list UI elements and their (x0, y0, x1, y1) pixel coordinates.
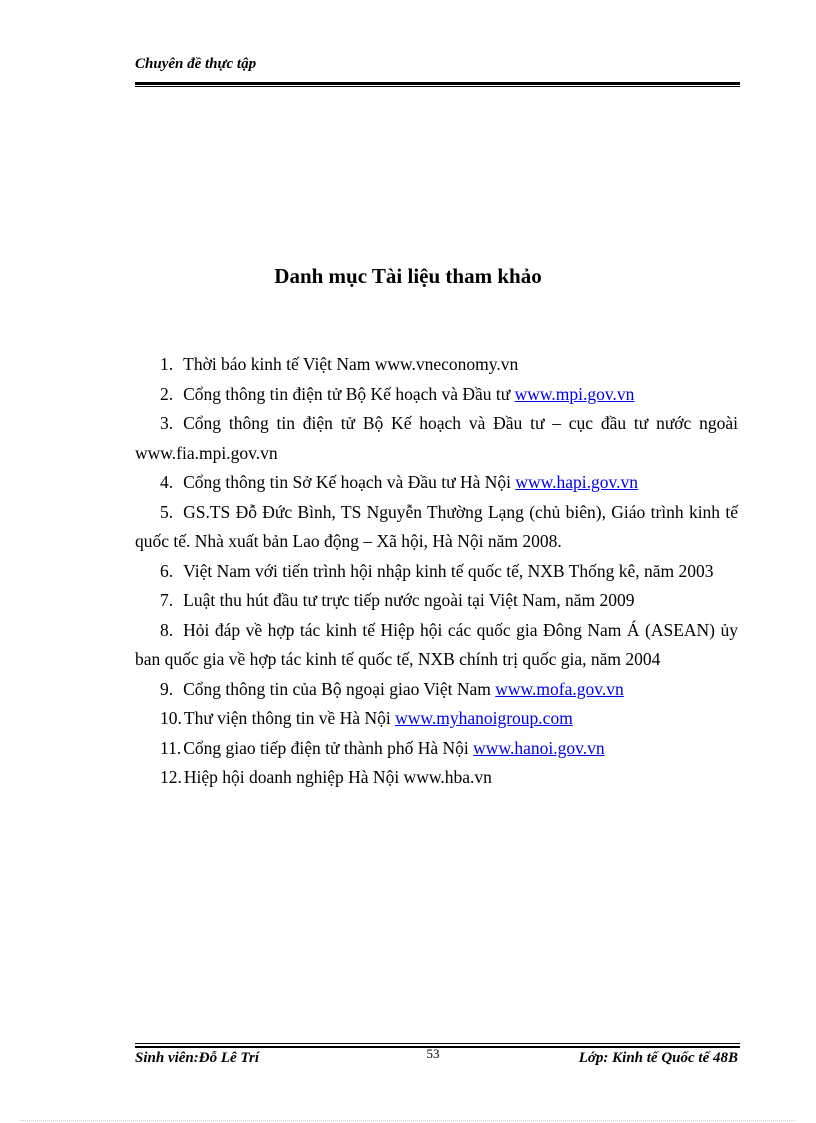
page-boundary (20, 1120, 796, 1121)
footer-rule-thin (135, 1043, 740, 1044)
reference-number: 5. (160, 501, 174, 522)
reference-number: 8. (160, 619, 174, 640)
reference-link[interactable]: www.mpi.gov.vn (514, 383, 635, 404)
footer-student-name: Sinh viên:Đỗ Lê Trí (135, 1050, 260, 1066)
reference-text: Cổng thông tin điện tử Bộ Kế hoạch và Đầu tư (183, 383, 515, 404)
page-title: Danh mục Tài liệu tham khảo (274, 264, 542, 288)
reference-number: 6. (160, 560, 174, 581)
footer-class-name: Lớp: Kinh tế Quốc tế 48B (578, 1050, 738, 1066)
reference-item (135, 616, 738, 675)
reference-number: 2. (160, 383, 174, 404)
reference-text: Cổng giao tiếp điện tử thành phố Hà Nội (183, 737, 474, 758)
reference-item (135, 704, 738, 734)
reference-text: Việt Nam với tiến trình hội nhập kinh tế quốc tế, NXB Thống kê, năm 2003 (183, 560, 714, 581)
reference-link[interactable]: www.mofa.gov.vn (495, 678, 624, 699)
reference-number: 10. (160, 708, 182, 728)
reference-item (135, 350, 738, 380)
header-rule-thin (135, 86, 740, 87)
reference-item (135, 763, 738, 793)
reference-text: Thời báo kinh tế Việt Nam www.vneconomy.vn (183, 354, 519, 374)
header-rule-thick (135, 82, 740, 85)
reference-item (135, 380, 738, 410)
reference-item (135, 468, 738, 498)
reference-number: 11. (160, 737, 182, 758)
reference-number: 1. (160, 354, 174, 374)
page-number: 53 (426, 1046, 440, 1061)
reference-number: 4. (160, 472, 174, 492)
reference-number: 9. (160, 678, 174, 699)
reference-text: Cổng thông tin của Bộ ngoại giao Việt Nam (183, 678, 496, 699)
reference-item (135, 734, 738, 764)
reference-link[interactable]: www.hanoi.gov.vn (473, 737, 605, 758)
reference-text: Hỏi đáp về hợp tác kinh tế Hiệp hội các quốc gia Đông Nam Á (ASEAN) ủy ban quốc gia về hợp tác kinh tế quốc tế, NXB chính trị quốc gia, năm 2004 (135, 619, 738, 669)
reference-item (135, 675, 738, 705)
reference-item (135, 557, 738, 587)
reference-number: 7. (160, 590, 174, 610)
reference-item (135, 409, 738, 468)
reference-text: Cổng thông tin điện tử Bộ Kế hoạch và Đầu tư – cục đầu tư nước ngoài www.fia.mpi.gov.vn (135, 413, 738, 463)
reference-number: 3. (160, 413, 174, 433)
running-header: Chuyên đề thực tập (135, 56, 257, 72)
reference-text: Cổng thông tin Sở Kế hoạch và Đầu tư Hà Nội (183, 472, 516, 492)
reference-number: 12. (160, 767, 182, 787)
reference-item (135, 586, 738, 616)
reference-item (135, 498, 738, 557)
reference-link[interactable]: www.myhanoigroup.com (395, 708, 573, 728)
reference-link[interactable]: www.hapi.gov.vn (515, 472, 639, 492)
reference-text: Luật thu hút đầu tư trực tiếp nước ngoài tại Việt Nam, năm 2009 (183, 590, 635, 610)
reference-list (135, 350, 738, 793)
reference-text: Hiệp hội doanh nghiệp Hà Nội www.hba.vn (183, 767, 492, 787)
reference-text: GS.TS Đỗ Đức Bình, TS Nguyễn Thường Lạng (chủ biên), Giáo trình kinh tế quốc tế. Nhà xuất bản Lao động – Xã hội, Hà Nội năm 2008. (135, 501, 738, 551)
reference-text: Thư viện thông tin về Hà Nội (183, 708, 396, 728)
